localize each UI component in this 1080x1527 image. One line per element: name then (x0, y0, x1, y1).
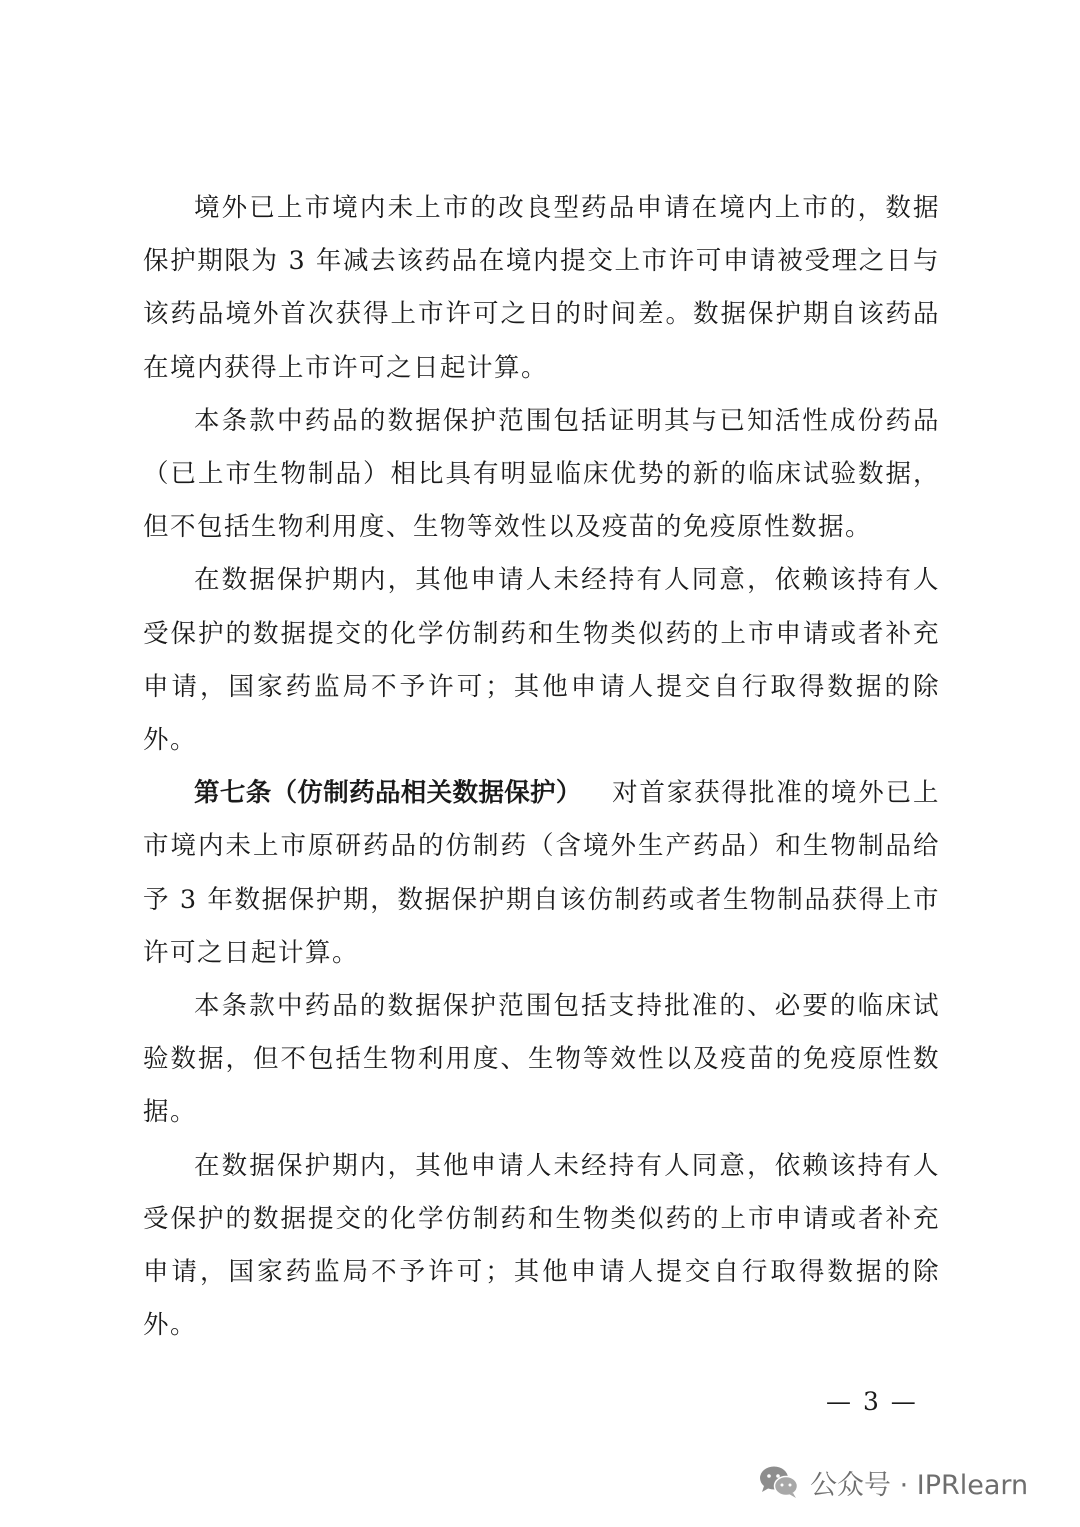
document-body (143, 182, 940, 1352)
page-number: — 3 — (826, 1387, 918, 1416)
paragraph: 在数据保护期内，其他申请人未经持有人同意，依赖该持有人受保护的数据提交的化学仿制药和生物类似药的上市申请或者补充申请，国家药监局不予许可；其他申请人提交自行取得数据的除外。 (143, 565, 940, 756)
paragraph: 本条款中药品的数据保护范围包括支持批准的、必要的临床试验数据，但不包括生物利用度、生物等效性以及疫苗的免疫原性数据。 (143, 991, 940, 1128)
article-heading: 第七条（仿制药品相关数据保护） (194, 778, 582, 809)
paragraph: 境外已上市境内未上市的改良型药品申请在境内上市的，数据保护期限为 3 年减去该药品在境内提交上市许可申请被受理之日与该药品境外首次获得上市许可之日的时间差。数据保护期自该药品在境内获得上市许可之日起计算。 (143, 193, 940, 383)
watermark (758, 1462, 1028, 1502)
paragraph: 本条款中药品的数据保护范围包括证明其与已知活性成份药品（已上市生物制品）相比具有明显临床优势的新的临床试验数据，但不包括生物利用度、生物等效性以及疫苗的免疫原性数据。 (143, 405, 940, 543)
article-7-paragraph (143, 767, 940, 980)
paragraph: 在数据保护期内，其他申请人未经持有人同意，依赖该持有人受保护的数据提交的化学仿制药和生物类似药的上市申请或者补充申请，国家药监局不予许可；其他申请人提交自行取得数据的除外。 (143, 1150, 940, 1341)
wechat-icon (758, 1464, 800, 1500)
watermark-text: 公众号 · IPRlearn (810, 1469, 1029, 1501)
article-body: 对首家获得批准的境外已上市境内未上市原研药品的仿制药（含境外生产药品）和生物制品给予 3 年数据保护期，数据保护期自该仿制药或者生物制品获得上市许可之日起计算。 (143, 778, 940, 968)
